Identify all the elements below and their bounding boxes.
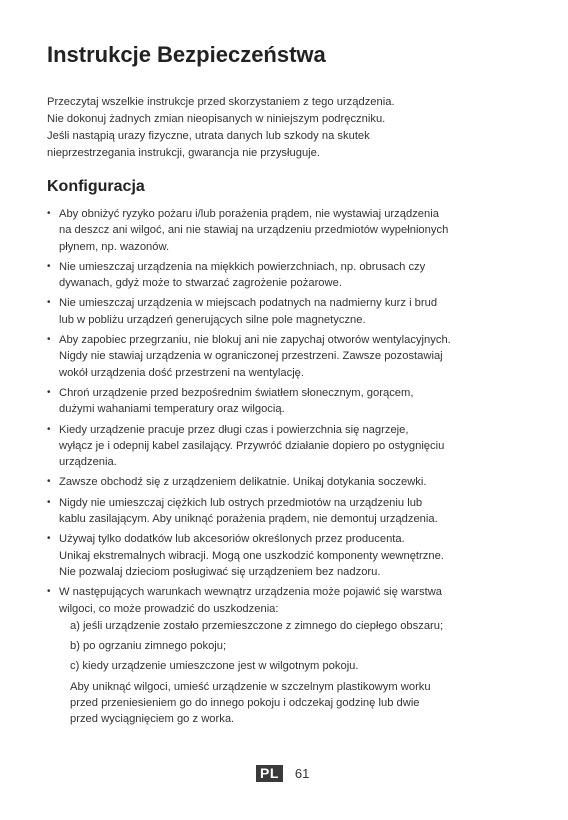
bullet-line: urządzenia. (59, 456, 117, 469)
bullet-line: wyłącz je i odepnij kabel zasilający. Przywróć działanie dopiero po ostygnięciu (59, 439, 445, 452)
bullet-item (46, 385, 561, 418)
bullet-item (46, 495, 561, 528)
bullet-line: lub w pobliżu urządzeń generujących silne pole magnetyczne. (59, 313, 366, 326)
bullet-line: Unikaj ekstremalnych wibracji. Mogą one uszkodzić komponenty wewnętrzne. (59, 549, 444, 562)
bullet-line: wokół urządzenia dość przestrzeni na wentylację. (59, 366, 305, 379)
bullet-line: dużymi wahaniami temperatury oraz wilgocią. (59, 403, 285, 416)
bullet-icon: • (47, 496, 51, 508)
bullet-icon: • (47, 386, 51, 398)
bullet-line: Używaj tylko dodatków lub akcesoriów określonych przez producenta. (59, 533, 405, 546)
bullet-icon: • (47, 423, 51, 435)
sub-item (70, 638, 561, 654)
bullet-item (46, 474, 561, 490)
bullet-item (46, 531, 561, 580)
bullet-icon: • (47, 297, 51, 309)
moisture-note (59, 679, 561, 728)
bullet-line: Nie umieszczaj urządzenia na miękkich powierzchniach, np. obrusach czy (59, 260, 426, 273)
bullet-line: dywanach, gdyż może to stwarzać zagrożenie pożarowe. (59, 277, 342, 290)
bullet-item (46, 422, 561, 471)
bullet-icon: • (47, 586, 51, 598)
bullet-icon: • (47, 260, 51, 272)
intro-line: nieprzestrzegania instrukcji, gwarancja nie przysługuje. (47, 147, 320, 159)
page-title: Instrukcje Bezpieczeństwa (47, 42, 326, 67)
sub-item-text: c) kiedy urządzenie umieszczone jest w wilgotnym pokoju. (70, 660, 359, 673)
note-line: Aby uniknąć wilgoci, umieść urządzenie w szczelnym plastikowym worku (70, 680, 431, 693)
safety-bullet-list (46, 206, 561, 732)
note-line: przed przeniesieniem go do innego pokoju i odczekaj godzinę lub dwie (70, 697, 420, 710)
sub-item-text: b) po ogrzaniu zimnego pokoju; (70, 640, 227, 653)
bullet-line: Nigdy nie umieszczaj ciężkich lub ostrych przedmiotów na urządzeniu lub (59, 496, 423, 509)
bullet-line: Zawsze obchodź się z urządzeniem delikatnie. Unikaj dotykania soczewki. (59, 476, 427, 489)
bullet-line: płynem, np. wazonów. (59, 240, 170, 253)
bullet-line: W następujących warunkach wewnątrz urządzenia może pojawić się warstwa (59, 586, 443, 599)
bullet-line: wilgoci, co może prowadzić do uszkodzenia: (59, 602, 279, 615)
bullet-item (46, 206, 561, 255)
bullet-icon: • (47, 476, 51, 488)
bullet-line: Nie pozwalaj dzieciom posługiwać się urządzeniem bez nadzoru. (59, 565, 381, 578)
bullet-line: na deszcz ani wilgoć, ani nie stawiaj na urządzeniu przedmiotów wypełnionych (59, 224, 449, 237)
bullet-icon: • (47, 208, 51, 219)
page-number: 61 (294, 766, 310, 781)
bullet-line: Nigdy nie stawiaj urządzenia w ograniczonej przestrzeni. Zawsze pozostawiaj (59, 350, 443, 363)
note-line: przed wyciągnięciem go z worka. (70, 713, 235, 726)
intro-line: Przeczytaj wszelkie instrukcje przed skorzystaniem z tego urządzenia. (47, 96, 395, 108)
bullet-item (46, 259, 561, 292)
condition-sublist (59, 618, 561, 675)
bullet-line: Nie umieszczaj urządzenia w miejscach podatnych na nadmierny kurz i brud (59, 297, 438, 310)
bullet-line: Kiedy urządzenie pracuje przez długi czas i powierzchnia się nagrzeje, (59, 423, 409, 436)
language-badge: PL (256, 765, 283, 782)
bullet-line: Aby obniżyć ryzyko pożaru i/lub porażenia prądem, nie wystawiaj urządzenia (59, 208, 439, 220)
bullet-icon: • (47, 533, 51, 545)
intro-paragraph (47, 94, 547, 162)
bullet-line: Chroń urządzenie przed bezpośrednim światłem słonecznym, gorącem, (59, 386, 414, 399)
bullet-item (46, 332, 561, 381)
intro-line: Nie dokonuj żadnych zmian nieopisanych w niniejszym podręczniku. (47, 113, 386, 125)
bullet-line: kablu zasilającym. Aby uniknąć porażenia prądem, nie demontuj urządzenia. (59, 513, 438, 526)
bullet-line: Aby zapobiec przegrzaniu, nie blokuj ani nie zapychaj otworów wentylacyjnych. (59, 334, 451, 347)
bullet-item (46, 584, 561, 727)
sub-item (70, 618, 561, 634)
sub-item (70, 658, 561, 674)
sub-item-text: a) jeśli urządzenie zostało przemieszczone z zimnego do ciepłego obszaru; (70, 619, 444, 632)
bullet-item (46, 295, 561, 328)
section-title-konfiguracja: Konfiguracja (47, 178, 145, 195)
intro-line: Jeśli nastąpią urazy fizyczne, utrata danych lub szkody na skutek (47, 130, 370, 142)
page-footer (256, 765, 309, 782)
bullet-icon: • (47, 334, 51, 346)
